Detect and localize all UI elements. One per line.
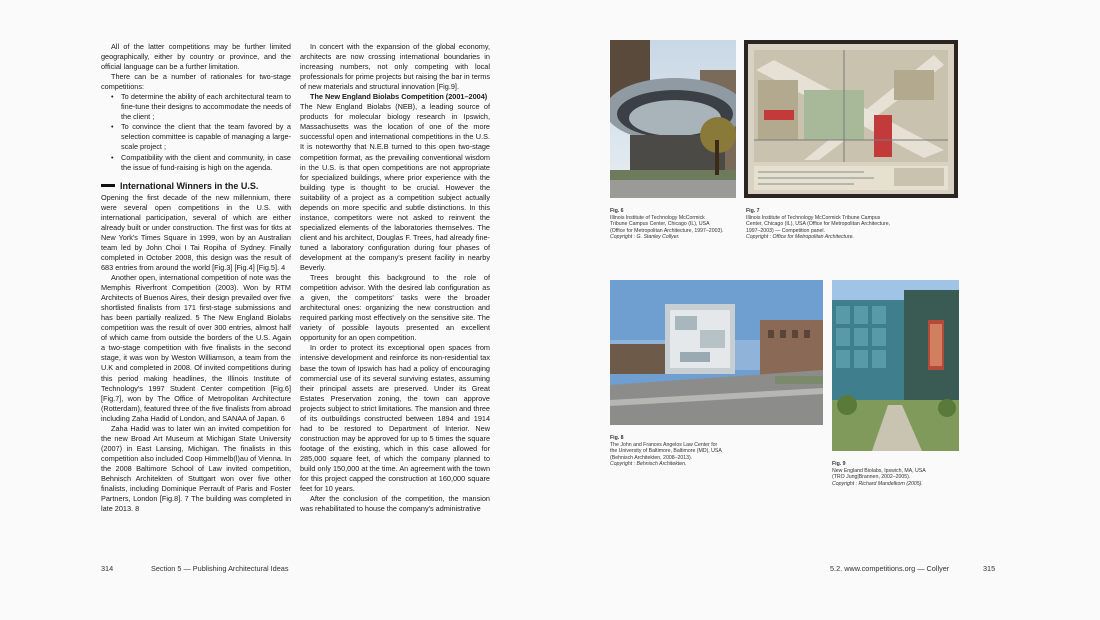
fig9-image (832, 280, 959, 451)
fig8-caption (610, 435, 760, 468)
section-heading-text: International Winners in the U.S. (120, 180, 259, 191)
paragraph: After the conclusion of the competition, the mansion was rehabilitated to house the company's administrative (300, 494, 490, 514)
paragraph: In order to protect its exceptional open spaces from intensive development and reinforce its non-residential tax base the town of Ipswich has had a policy of encouraging commercial use of its several surviving estates, assuming their principal assets are preserved. Under its Great Estates Preservation zoning, the town can approve projects subject to strict limitations. The mansion and three of its outbuildings constructed between 1894 and 1914 had to be restored to Department of Interior. New construction may be approved for up to 5 times the square footage of the existing, which in this case allowed for 285,000 square feet, of which the company planned to build only 150,000 at the time. An agreement with the town for this project capped the construction at 160,000 square feet for 10 years. (300, 343, 490, 494)
fig-label: Fig. 9 (832, 461, 846, 467)
fig9-photo (832, 280, 959, 451)
caption-line: New England Biolabs, Ipswich, MA, USA (832, 467, 926, 474)
caption-credit: Copyright : Behnisch Architekten. (610, 461, 687, 468)
paragraph: Another open, international competition of note was the Memphis Riverfront Competition (2003). Won by RTM Architects of Buenos Aires, their design prevailed over five shortlisted finalists from 171 first-stage submissions and has been partially realized. 5 The New England Biolabs competition was the result of over 300 entries, almost half of which came from outside the borders of the U.S. Again a two-stage competition with five finalists in the second stage, it was won by Weston Williamson, a team from the U.K and completed in 2008. Of invited competitions during this period making headlines, the Illinois Institute of Technology's 1997 Student Center competition [Fig.6] [Fig.7], won by The Office of Metropolitan Architecture (Rotterdam), featured three of the five finalists from abroad including Zaha Hadid of London, and SANAA of Japan. 6 (101, 273, 291, 423)
list-item: • Compatibility with the client and community, in case the issue of fund-raising is high on the agenda. (113, 153, 291, 173)
fig6-photo (610, 40, 736, 198)
rationale-list (101, 92, 291, 172)
fig7-photo (744, 40, 958, 198)
caption-line: Illinois Institute of Technology McCormick Tribune Campus (746, 214, 881, 221)
caption-line: Center, Chicago (IL), USA (Office for Metropolitan Architecture, (746, 221, 891, 228)
fig8-photo (610, 280, 823, 425)
paragraph: Trees brought this background to the role of competition advisor. With the desired lab configuration as a given, the competitors' tasks were the broader architectural ones: organizing the new construction and required parking most effectively on the sensitive site. The variety of possible layouts presented an excellent opportunity for an open competition. (300, 273, 490, 343)
list-item: • To determine the ability of each architectural team to fine-tune their designs to accommodate the needs of the client ; (113, 92, 291, 122)
paragraph: The New England Biolabs (NEB), a leading source of products for molecular biology research in Ipswich, Massachusetts was the location of one of the more successful open and international competitions in the U.S. It is noteworthy that N.E.B turned to this open two-stage competition format, as the prevailing conventional wisdom in the U.S. is that open competitions are not appropriate for specialized buildings, where prior experience with the building type is thought to be crucial. However the suitability of a project as a competition subject actually depends on more specific and subtle distinctions. In this instance, competitors were not asked to reinvent the specialized elements of the laboratories themselves. The client and his architect, Douglas F. Trees, had already fine-tuned a laboratory configuration during four phases of development at the company's present facility in nearby Beverly. (300, 102, 490, 273)
right-running-footer: 5.2. www.competitions.org — Collyer (830, 564, 950, 573)
subheading: The New England Biolabs Competition (2001–2004) (310, 92, 488, 102)
caption-line: (TRO Jung|Brannen, 2002–2005). (832, 474, 911, 481)
paragraph: Opening the first decade of the new millennium, there were several open competitions in the U.S. with international participation, several of which are either already built or under construction. The first was for tkts at New York's Times Square in 1999, won by an Australian team led by John Choi I Tai Ropiha of Sydney. Finally completed in October 2008, this design was the result of 683 entries from around the world [Fig.3] [Fig.4] [Fig.5]. 4 (101, 192, 291, 272)
list-item: • To convince the client that the team favored by a selection committee is capable of managing a large-scale project ; (113, 122, 291, 152)
caption-line: 1997–2003) — Competition panel. (746, 227, 826, 234)
heading-rule (101, 184, 115, 187)
fig6-image (610, 40, 736, 198)
caption-line: (Behnisch Architekten, 2008–2013). (610, 454, 693, 461)
caption-line: (Office for Metropolitan Architecture, 1997–2003). (610, 227, 724, 234)
caption-line: Illinois Institute of Technology McCormick (610, 214, 705, 221)
fig-label: Fig. 8 (610, 435, 624, 441)
fig7-image (744, 40, 958, 198)
fig-label: Fig. 7 (746, 208, 760, 214)
fig7-caption (746, 208, 916, 241)
caption-line: The John and Frances Angelos Law Center for (610, 441, 718, 448)
paragraph: Zaha Hadid was to later win an invited competition for the new Broad Art Museum at Michigan State University (2007) in East Lansing, Michigan. The finalists in this competition also included Coop Himmelb(l)au of Vienna. In the 2008 Baltimore School of Law invited competition, Behnisch Architekten of Stuttgart won over five other finalists, including Dominique Perrault of Paris and Foster Partners, London [Fig.8]. 7 The building was completed in late 2013. 8 (101, 423, 291, 514)
caption-line: the University of Baltimore, Baltimore (MD), USA (610, 448, 722, 455)
caption-line: Tribune Campus Center, Chicago (IL), USA (610, 221, 710, 228)
caption-credit: Copyright : Richard Mandelkorn (2005). (832, 480, 923, 487)
section-heading (101, 181, 291, 191)
fig9-caption (832, 461, 962, 487)
caption-credit: Copyright : Office for Metropolitan Architecture. (746, 234, 854, 241)
left-page-number: 314 (101, 564, 114, 573)
fig-label: Fig. 6 (610, 208, 624, 214)
fig8-image (610, 280, 823, 425)
left-page-column-1 (101, 42, 291, 514)
left-running-footer: Section 5 — Publishing Architectural Ideas (151, 564, 289, 573)
caption-credit: Copyright : G. Stanley Collyer. (610, 234, 680, 241)
paragraph: All of the latter competitions may be further limited geographically, either by country or province, and the official language can be a further limitation. (101, 42, 291, 72)
fig6-caption (610, 208, 740, 241)
right-page-number: 315 (983, 564, 996, 573)
paragraph: There can be a number of rationales for two-stage competitions: (101, 72, 291, 92)
left-page-column-2 (300, 42, 490, 514)
paragraph: In concert with the expansion of the global economy, architects are now crossing international boundaries in increasing numbers, not only competing with local professionals for prime projects but raising the bar in terms of new materials and structural innovation [Fig.9]. (300, 42, 490, 92)
